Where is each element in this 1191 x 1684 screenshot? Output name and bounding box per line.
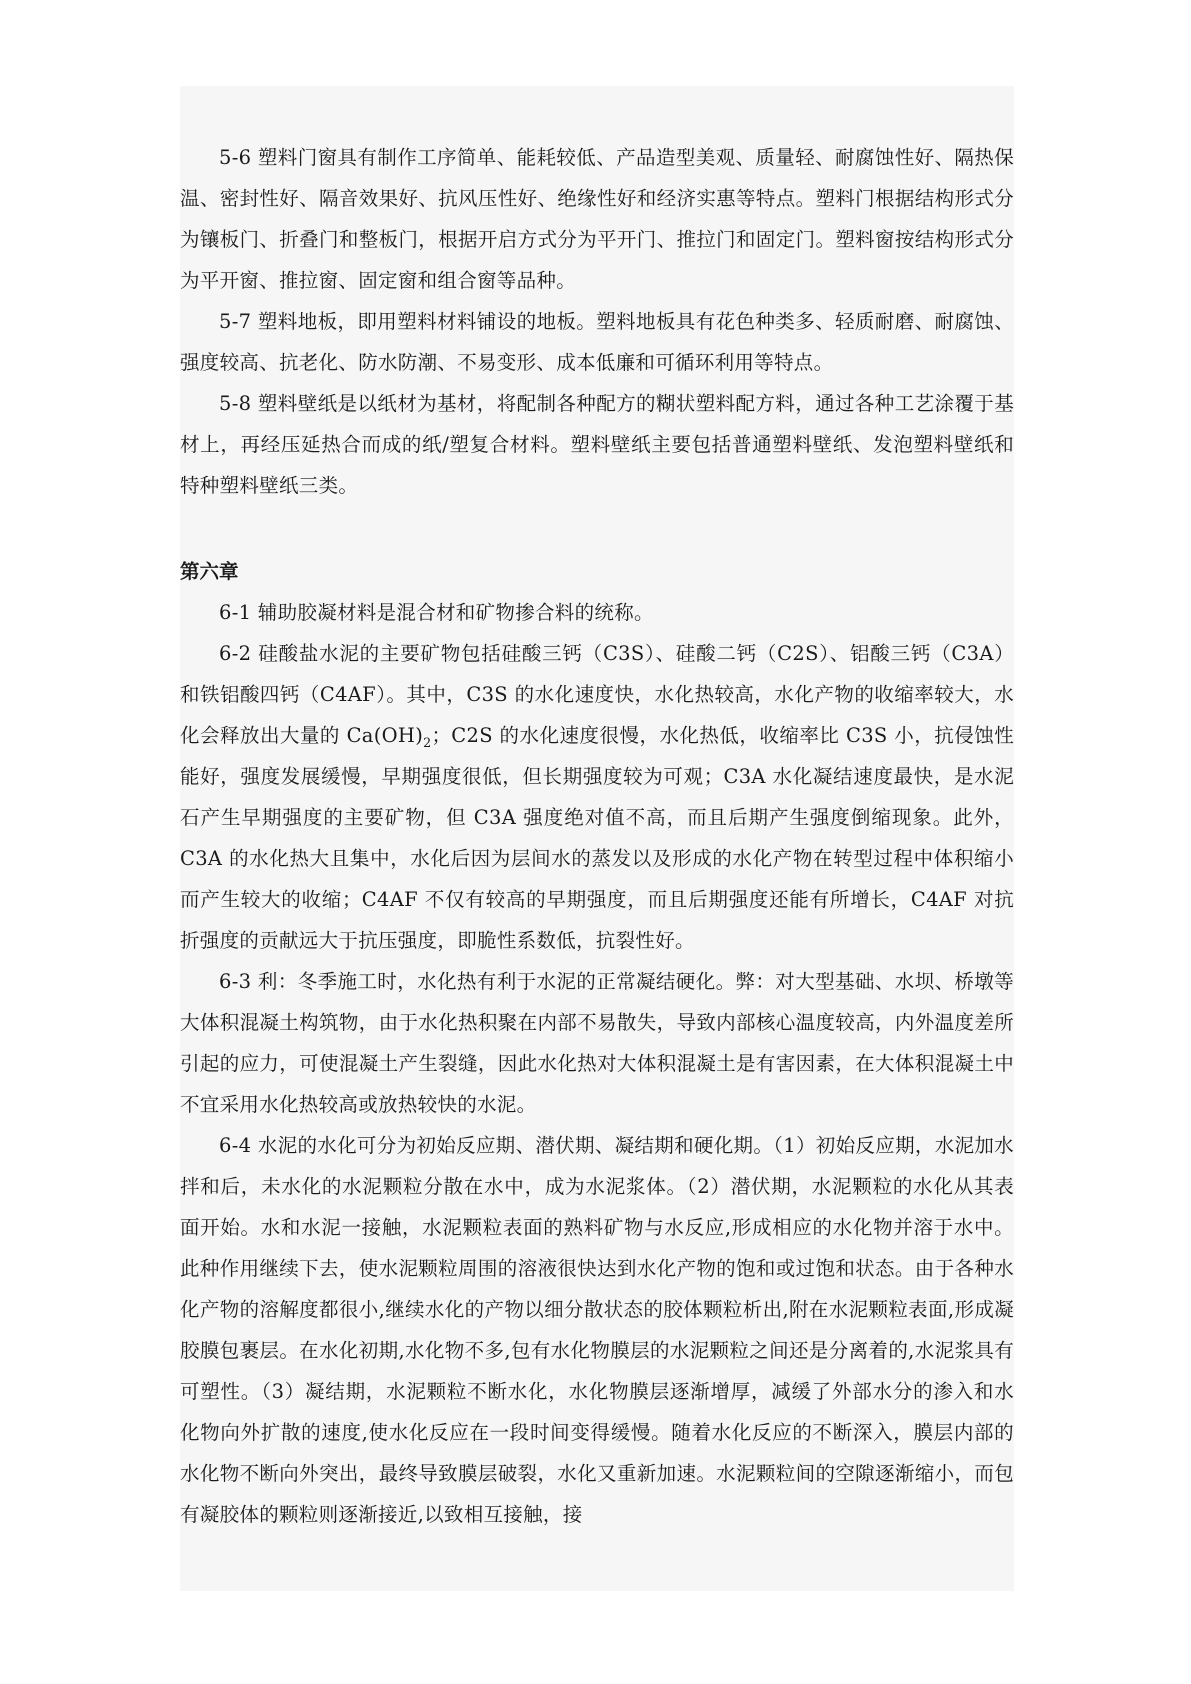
document-body — [180, 137, 1014, 1535]
paragraph-6-2-part-b: ；C2S 的水化速度很慢，水化热低，收缩率比 C3S 小，抗侵蚀性能好，强度发展缓慢，早期强度很低，但长期强度较为可观；C3A 水化凝结速度最快，是水泥石产生早期强度的主要矿物，但 C3A 强度绝对值不高，而且后期产生强度倒缩现象。此外，C3A 的水化热大且集中，水化后因为层间水的蒸发以及形成的水化产物在转型过程中体积缩小而产生较大的收缩；C4AF 不仅有较高的早期强度，而且后期强度还能有所增长，C4AF 对抗折强度的贡献远大于抗压强度，即脆性系数低，抗裂性好。 — [180, 724, 1014, 952]
paragraph-5-7: 5-7 塑料地板，即用塑料材料铺设的地板。塑料地板具有花色种类多、轻质耐磨、耐腐蚀、强度较高、抗老化、防水防潮、不易变形、成本低廉和可循环利用等特点。 — [180, 310, 1014, 374]
paragraph-5-6: 5-6 塑料门窗具有制作工序简单、能耗较低、产品造型美观、质量轻、耐腐蚀性好、隔热保温、密封性好、隔音效果好、抗风压性好、绝缘性好和经济实惠等特点。塑料门根据结构形式分为镶板门、折叠门和整板门，根据开启方式分为平开门、推拉门和固定门。塑料窗按结构形式分为平开窗、推拉窗、固定窗和组合窗等品种。 — [180, 146, 1014, 292]
subscript-2: 2 — [423, 734, 432, 750]
chapter-6-heading: 第六章 — [180, 560, 239, 583]
paragraph-6-2 — [180, 633, 1014, 961]
paragraph-6-2-part-a: 6-2 硅酸盐水泥的主要矿物包括硅酸三钙（C3S）、硅酸二钙（C2S）、铝酸三钙（C3A）和铁铝酸四钙（C4AF）。其中，C3S 的水化速度快，水化热较高，水化产物的收缩率较大，水化会释放出大量的 Ca(OH) — [180, 642, 1014, 747]
paragraph-6-3: 6-3 利：冬季施工时，水化热有利于水泥的正常凝结硬化。弊：对大型基础、水坝、桥墩等大体积混凝土构筑物，由于水化热积聚在内部不易散失，导致内部核心温度较高，内外温度差所引起的应力，可使混凝土产生裂缝，因此水化热对大体积混凝土是有害因素，在大体积混凝土中不宜采用水化热较高或放热较快的水泥。 — [180, 970, 1014, 1116]
paragraph-6-4: 6-4 水泥的水化可分为初始反应期、潜伏期、凝结期和硬化期。（1）初始反应期，水泥加水拌和后，未水化的水泥颗粒分散在水中，成为水泥浆体。（2）潜伏期，水泥颗粒的水化从其表面开始。水和水泥一接触，水泥颗粒表面的熟料矿物与水反应,形成相应的水化物并溶于水中。此种作用继续下去，使水泥颗粒周围的溶液很快达到水化产物的饱和或过饱和状态。由于各种水化产物的溶解度都很小,继续水化的产物以细分散状态的胶体颗粒析出,附在水泥颗粒表面,形成凝胶膜包裹层。在水化初期,水化物不多,包有水化物膜层的水泥颗粒之间还是分离着的,水泥浆具有可塑性。（3）凝结期，水泥颗粒不断水化，水化物膜层逐渐增厚，减缓了外部水分的渗入和水化物向外扩散的速度,使水化反应在一段时间变得缓慢。随着水化反应的不断深入，膜层内部的水化物不断向外突出，最终导致膜层破裂，水化又重新加速。水泥颗粒间的空隙逐渐缩小，而包有凝胶体的颗粒则逐渐接近,以致相互接触，接 — [180, 1134, 1014, 1526]
paragraph-5-8: 5-8 塑料壁纸是以纸材为基材，将配制各种配方的糊状塑料配方料，通过各种工艺涂覆于基材上，再经压延热合而成的纸/塑复合材料。塑料壁纸主要包括普通塑料壁纸、发泡塑料壁纸和特种塑料壁纸三类。 — [180, 392, 1014, 497]
paragraph-6-1: 6-1 辅助胶凝材料是混合材和矿物掺合料的统称。 — [219, 601, 654, 624]
